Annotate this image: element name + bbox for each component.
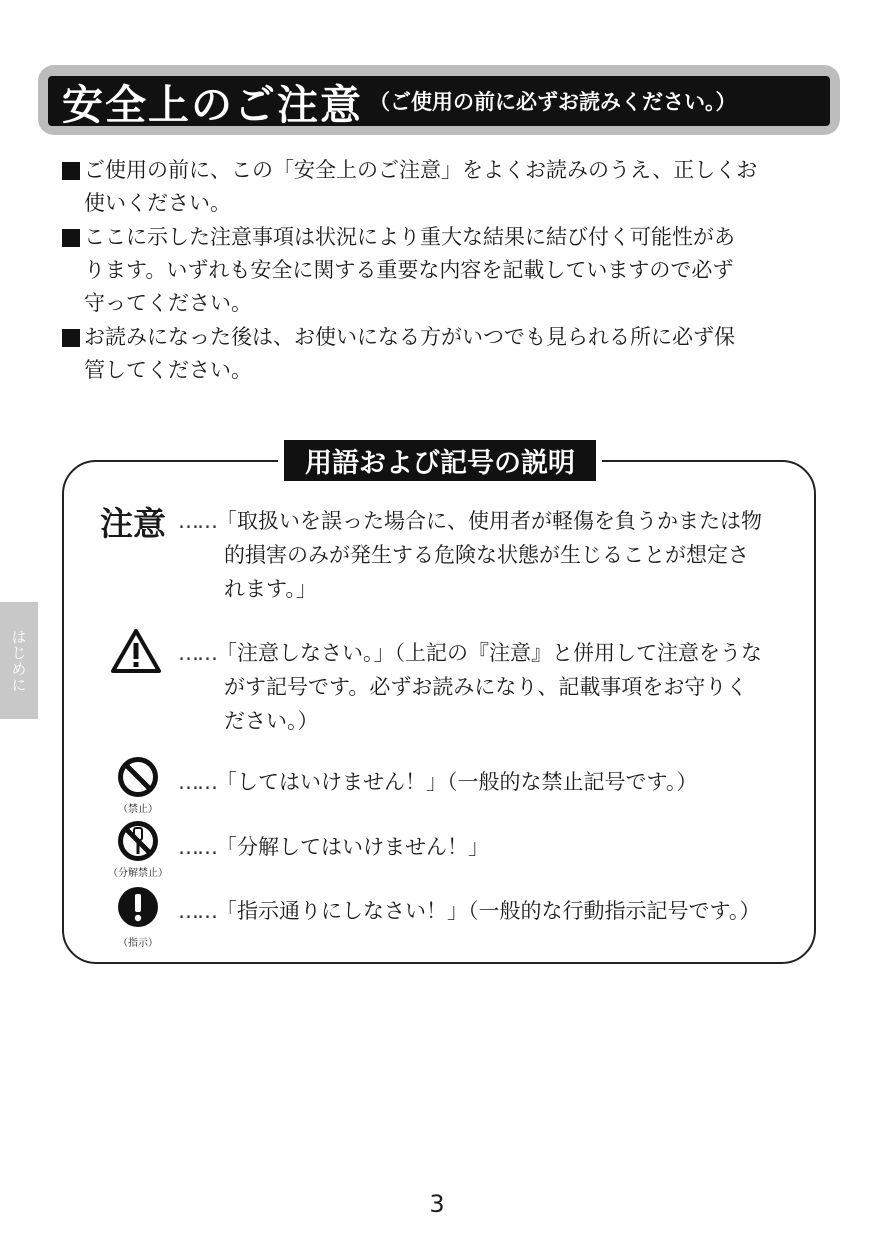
warning-line: がす記号です。必ずお読みになり、記載事項をお守りく	[224, 675, 748, 699]
prohibition-text: 「してはいけません！」（一般的な禁止記号です。）	[216, 770, 698, 794]
side-tab-label: はじめに	[9, 628, 28, 693]
caution-line: れます。」	[224, 577, 317, 601]
section-side-tab	[0, 602, 38, 719]
intro-bullet	[62, 321, 822, 387]
header-banner	[48, 76, 830, 129]
page-number: 3	[429, 1190, 445, 1218]
leader-dots: ……	[178, 509, 216, 533]
bullet-line: お読みになった後は、お使いになる方がいつでも見られる所に必ず保	[84, 325, 735, 349]
warning-triangle-icon	[110, 628, 162, 674]
leader-dots: ……	[178, 770, 216, 794]
prohibition-icon	[117, 756, 159, 798]
prohibition-caption: （禁止）	[118, 804, 158, 815]
legend-title: 用語および記号の説明	[284, 440, 596, 481]
bullet-line: ります。いずれも安全に関する重要な内容を記載していますので必ず	[84, 258, 734, 282]
warning-line: 「注意しなさい。」（上記の『注意』と併用して注意をうな	[216, 641, 762, 665]
instruction-caption: （指示）	[118, 938, 158, 949]
prohibition-description	[178, 765, 792, 799]
caution-description	[178, 504, 792, 606]
no-disassembly-text: 「分解してはいけません！」	[216, 835, 489, 859]
no-disassembly-icon	[117, 820, 159, 862]
bullet-square-icon	[62, 329, 80, 347]
intro-bullet	[62, 221, 822, 320]
leader-dots: ……	[178, 641, 216, 665]
intro-section	[62, 154, 822, 388]
warning-description	[178, 636, 792, 738]
page-title: 安全上のご注意	[62, 80, 363, 129]
warning-line: ださい。）	[224, 709, 319, 733]
exclamation-icon	[117, 886, 159, 928]
leader-dots: ……	[178, 835, 216, 859]
caution-line: 「取扱いを誤った場合に、使用者が軽傷を負うかまたは物	[216, 509, 762, 533]
intro-bullet	[62, 154, 822, 220]
bullet-line: ここに示した注意事項は状況により重大な結果に結び付く可能性があ	[84, 225, 735, 249]
no-disassembly-caption: （分解禁止）	[108, 868, 168, 879]
bullet-square-icon	[62, 229, 80, 247]
caution-line: 的損害のみが発生する危険な状態が生じることが想定さ	[224, 543, 749, 567]
no-disassembly-description	[178, 830, 792, 864]
bullet-line: 管してください。	[84, 358, 252, 382]
bullet-line: 使いください。	[84, 191, 231, 215]
page-subtitle: （ご使用の前に必ずお読みください。）	[369, 90, 737, 114]
bullet-square-icon	[62, 162, 80, 180]
bullet-line: 守ってください。	[84, 291, 252, 315]
caution-label: 注意	[100, 504, 166, 543]
bullet-line: ご使用の前に、この「安全上のご注意」をよくお読みのうえ、正しくお	[84, 158, 758, 182]
instruction-description	[178, 894, 792, 928]
instruction-text: 「指示通りにしなさい！」（一般的な行動指示記号です。）	[216, 899, 761, 923]
leader-dots: ……	[178, 899, 216, 923]
